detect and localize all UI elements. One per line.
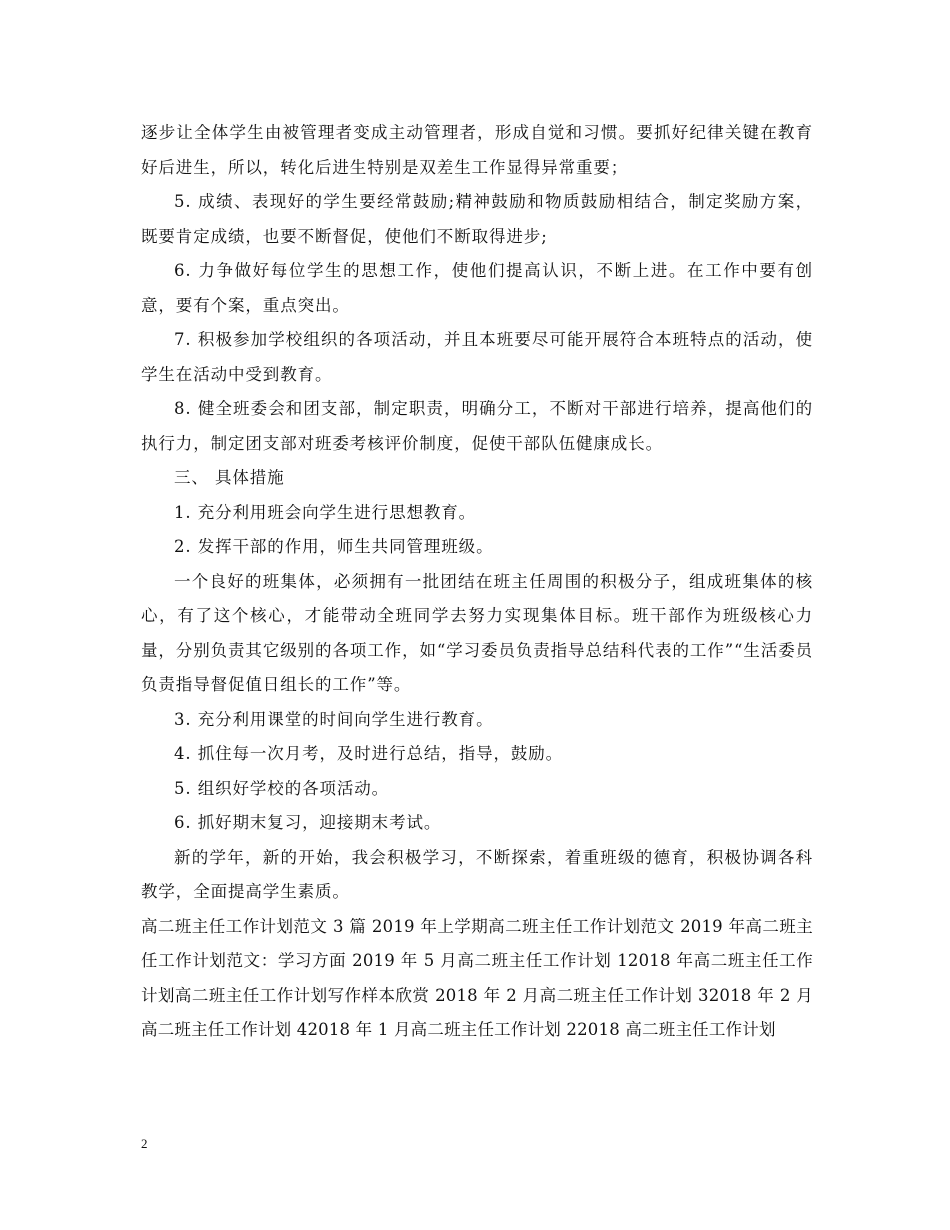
paragraph: 5. 成绩、表现好的学生要经常鼓励;精神鼓励和物质鼓励相结合，制定奖励方案，既要肯定成绩，也要不断督促，使他们不断取得进步;	[141, 192, 813, 246]
paragraph: 6. 抓好期末复习，迎接期末考试。	[174, 813, 442, 832]
paragraph: 一个良好的班集体，必须拥有一批团结在班主任周围的积极分子，组成班集体的核心，有了这个核心，才能带动全班同学去努力实现集体目标。班干部作为班级核心力量，分别负责其它级别的各项工作，如“学习委员负责指导总结科代表的工作”“生活委员负责指导督促值日组长的工作”等。	[141, 571, 813, 694]
paragraph: 逐步让全体学生由被管理者变成主动管理者，形成自觉和习惯。要抓好纪律关键在教育好后进生，所以，转化后进生特别是双差生工作显得异常重要；	[141, 123, 813, 177]
paragraph: 新的学年，新的开始，我会积极学习，不断探索，着重班级的德育，积极协调各科教学，全面提高学生素质。	[141, 847, 813, 901]
paragraph: 8. 健全班委会和团支部，制定职责，明确分工，不断对干部进行培养，提高他们的执行力，制定团支部对班委考核评价制度，促使干部队伍健康成长。	[141, 399, 813, 453]
section-heading: 三、 具体措施	[174, 468, 285, 487]
paragraph: 3. 充分利用课堂的时间向学生进行教育。	[174, 709, 494, 729]
paragraph: 7. 积极参加学校组织的各项活动，并且本班要尽可能开展符合本班特点的活动，使学生在活动中受到教育。	[141, 330, 813, 384]
paragraph: 6. 力争做好每位学生的思想工作，使他们提高认识，不断上进。在工作中要有创意，要有个案，重点突出。	[141, 261, 813, 315]
paragraph: 5. 组织好学校的各项活动。	[174, 778, 390, 798]
document-body	[141, 116, 813, 1048]
page-number: 2	[141, 1136, 148, 1151]
paragraph: 1. 充分利用班会向学生进行思想教育。	[174, 502, 477, 522]
paragraph: 2. 发挥干部的作用，师生共同管理班级。	[174, 537, 494, 556]
related-articles-text: 高二班主任工作计划范文 3 篇 2019 年上学期高二班主任工作计划范文 2019 年高二班主任工作计划范文：学习方面 2019 年 5 月高二班主任工作计划 12018 年高二班主任工作计划高二班主任工作计划写作样本欣赏 2018 年 2 月高二班主任工作计划 32018 年 2 月高二班主任工作计划 42018 年 1 月高二班主任工作计划 22018 高二班主任工作计划	[141, 916, 813, 1039]
paragraph: 4. 抓住每一次月考，及时进行总结，指导，鼓励。	[174, 744, 564, 763]
